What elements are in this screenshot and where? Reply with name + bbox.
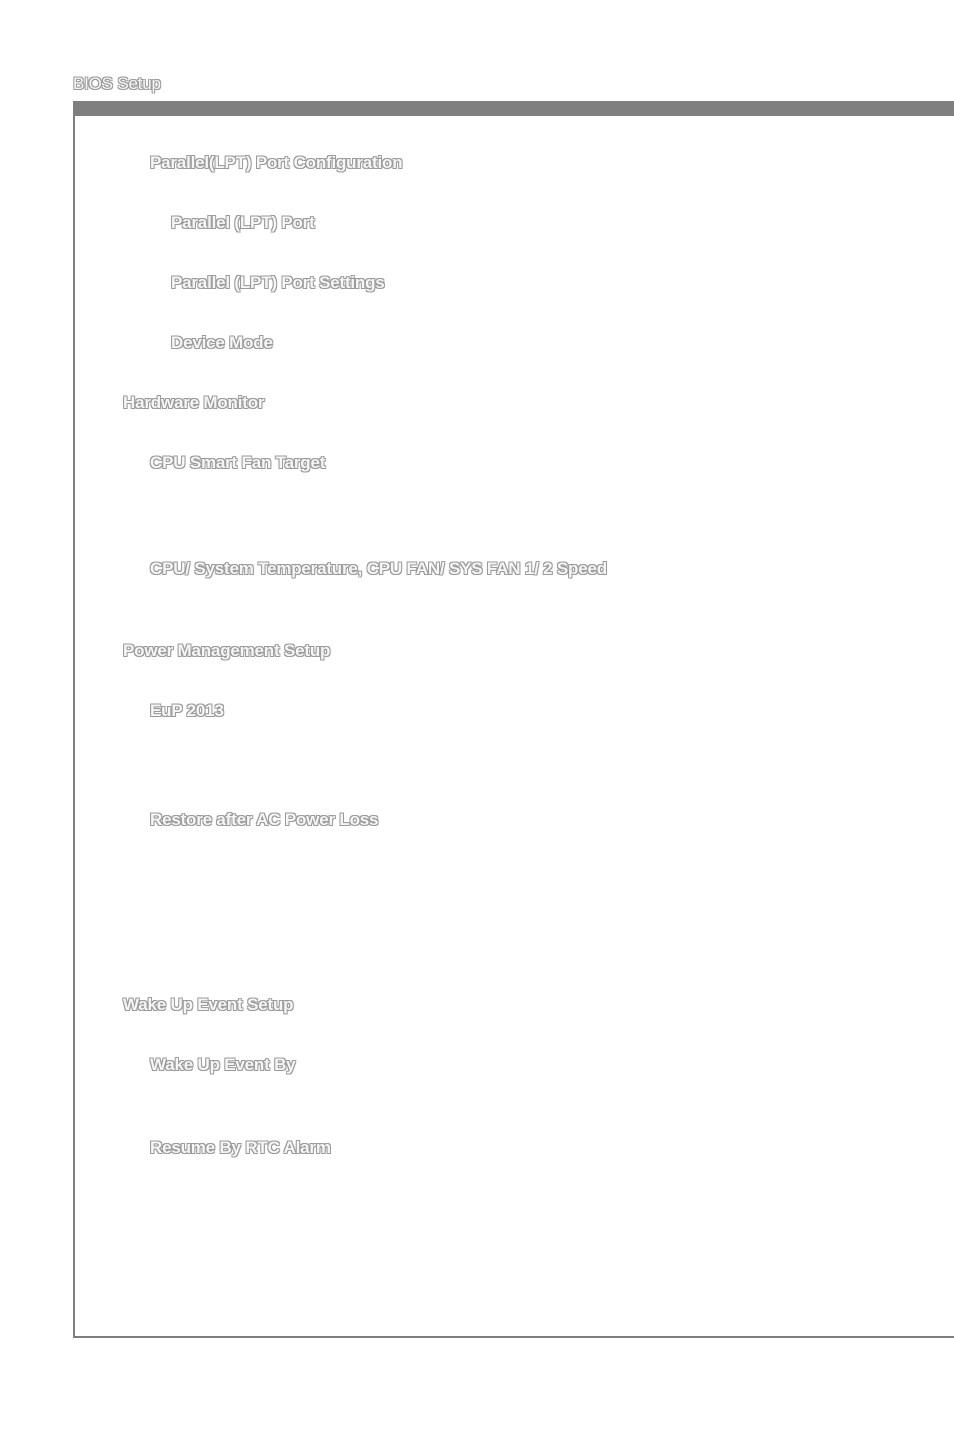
item-cpu-smart-fan-target: CPU Smart Fan Target bbox=[150, 453, 326, 472]
item-eup-2013: EuP 2013 bbox=[150, 701, 224, 720]
item-parallel-port-configuration: Parallel(LPT) Port Configuration bbox=[150, 153, 403, 172]
item-temperature-fan-speeds: CPU/ System Temperature, CPU FAN/ SYS FAN 1/ 2 Speed bbox=[150, 559, 607, 578]
left-border-rule bbox=[73, 101, 75, 1338]
section-wake-up-event-setup: Wake Up Event Setup bbox=[123, 995, 294, 1014]
bottom-border-rule bbox=[73, 1336, 954, 1338]
item-device-mode: Device Mode bbox=[171, 333, 273, 352]
header-bar bbox=[73, 101, 954, 116]
item-restore-after-ac-power-loss: Restore after AC Power Loss bbox=[150, 810, 379, 829]
item-resume-by-rtc-alarm: Resume By RTC Alarm bbox=[150, 1138, 331, 1157]
section-hardware-monitor: Hardware Monitor bbox=[123, 393, 265, 412]
item-parallel-port-settings: Parallel (LPT) Port Settings bbox=[171, 273, 385, 292]
item-parallel-port: Parallel (LPT) Port bbox=[171, 213, 315, 232]
item-wake-up-event-by: Wake Up Event By bbox=[150, 1055, 296, 1074]
section-power-management-setup: Power Management Setup bbox=[123, 641, 331, 660]
section-header-label: BIOS Setup bbox=[73, 74, 161, 93]
